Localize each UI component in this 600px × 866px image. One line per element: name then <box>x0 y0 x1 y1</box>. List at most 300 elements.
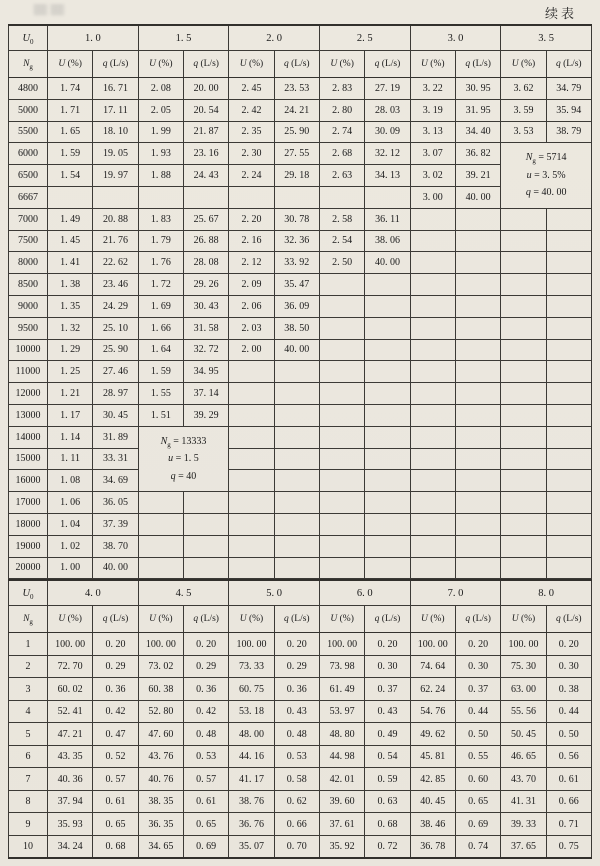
table-row <box>9 768 592 791</box>
table-row <box>9 513 592 535</box>
cell-q-value: 0. 65 <box>455 790 500 813</box>
cell-u-value: 36. 76 <box>229 813 274 836</box>
cell-q-value: 0. 29 <box>183 655 228 678</box>
cell-u-value <box>229 404 274 426</box>
col-header-u0-value: 2. 0 <box>229 25 320 51</box>
table-row <box>9 99 592 121</box>
cell-u-value: 2. 45 <box>229 78 274 100</box>
cell-q-value: 0. 60 <box>455 768 500 791</box>
subcol-header-q: q (L/s) <box>93 606 138 633</box>
cell-u-value: 43. 76 <box>138 745 183 768</box>
cell-q-value <box>365 470 410 492</box>
lower-table <box>8 579 592 859</box>
cell-q-value <box>546 252 591 274</box>
cell-u-value: 2. 30 <box>229 143 274 165</box>
cell-q-value <box>274 535 319 557</box>
cell-q-value <box>455 557 500 579</box>
cell-q-value <box>274 513 319 535</box>
cell-u-value <box>229 383 274 405</box>
cell-u-value: 2. 42 <box>229 99 274 121</box>
cell-q-value: 32. 12 <box>365 143 410 165</box>
cell-q-value: 20. 88 <box>93 208 138 230</box>
cell-u-value: 1. 65 <box>48 121 93 143</box>
cell-u-value <box>410 470 455 492</box>
cell-u-value: 62. 24 <box>410 678 455 701</box>
cell-q-value <box>365 274 410 296</box>
cell-u-value: 44. 98 <box>319 745 364 768</box>
cell-u-value <box>319 361 364 383</box>
cell-q-value: 0. 20 <box>546 633 591 656</box>
cell-u-value: 60. 75 <box>229 678 274 701</box>
cell-u-value <box>319 426 364 448</box>
cell-u-value: 48. 80 <box>319 723 364 746</box>
cell-u-value: 2. 74 <box>319 121 364 143</box>
cell-q-value: 31. 89 <box>93 426 138 448</box>
cell-q-value: 0. 20 <box>365 633 410 656</box>
cell-u-value: 100. 00 <box>48 633 93 656</box>
subcol-header-u: U (%) <box>319 606 364 633</box>
cell-u-value <box>229 448 274 470</box>
cell-q-value: 24. 29 <box>93 295 138 317</box>
table-row <box>9 745 592 768</box>
cell-u-value: 72. 70 <box>48 655 93 678</box>
cell-u-value: 73. 98 <box>319 655 364 678</box>
cell-u-value: 2. 35 <box>229 121 274 143</box>
cell-u-value <box>410 230 455 252</box>
subcol-header-q: q (L/s) <box>274 606 319 633</box>
upper-table <box>8 24 592 579</box>
cell-q-value: 0. 30 <box>365 655 410 678</box>
cell-q-value <box>365 448 410 470</box>
cell-u-value: 35. 07 <box>229 835 274 858</box>
cell-u-value: 1. 11 <box>48 448 93 470</box>
cell-q-value: 0. 65 <box>183 813 228 836</box>
cell-u-value: 1. 49 <box>48 208 93 230</box>
table-row <box>9 295 592 317</box>
table-row <box>9 404 592 426</box>
cell-u-value: 1. 25 <box>48 361 93 383</box>
cell-q-value: 0. 69 <box>183 835 228 858</box>
cell-q-value <box>455 274 500 296</box>
cell-u-value <box>501 317 546 339</box>
cell-u-value <box>410 492 455 514</box>
cell-u-value <box>138 492 183 514</box>
table-row <box>9 78 592 100</box>
cell-u-value <box>319 557 364 579</box>
subcol-header-u: U (%) <box>410 51 455 78</box>
table-row <box>9 655 592 678</box>
cell-q-value: 0. 52 <box>93 745 138 768</box>
cell-q-value <box>546 339 591 361</box>
cell-u-value: 38. 76 <box>229 790 274 813</box>
row-header-ng: 9 <box>9 813 48 836</box>
cell-q-value <box>546 513 591 535</box>
cell-q-value <box>455 230 500 252</box>
cell-u-value <box>501 295 546 317</box>
cell-q-value <box>183 492 228 514</box>
table-row <box>9 470 592 492</box>
cell-q-value: 34. 40 <box>455 121 500 143</box>
cell-u-value: 44. 16 <box>229 745 274 768</box>
row-header-ng: 17000 <box>9 492 48 514</box>
cell-q-value <box>274 404 319 426</box>
cell-q-value: 0. 47 <box>93 723 138 746</box>
cell-q-value <box>546 274 591 296</box>
cell-u-value <box>410 208 455 230</box>
cell-q-value: 0. 58 <box>274 768 319 791</box>
cell-u-value: 43. 70 <box>501 768 546 791</box>
row-header-ng: 15000 <box>9 448 48 470</box>
cell-u-value: 41. 17 <box>229 768 274 791</box>
row-header-ng: 11000 <box>9 361 48 383</box>
row-header-ng: 8500 <box>9 274 48 296</box>
cell-u-value: 1. 88 <box>138 165 183 187</box>
cell-u-value: 2. 12 <box>229 252 274 274</box>
subcol-header-q: q (L/s) <box>365 51 410 78</box>
cell-u-value: 40. 36 <box>48 768 93 791</box>
cell-u-value: 2. 08 <box>138 78 183 100</box>
cell-q-value <box>455 470 500 492</box>
table-row <box>9 633 592 656</box>
cell-q-value <box>455 535 500 557</box>
cell-q-value: 0. 50 <box>546 723 591 746</box>
col-header-u0-value: 8. 0 <box>501 580 592 606</box>
cell-q-value: 0. 74 <box>455 835 500 858</box>
cell-q-value: 38. 70 <box>93 535 138 557</box>
col-header-u0-value: 1. 0 <box>48 25 139 51</box>
row-header-ng: 18000 <box>9 513 48 535</box>
cell-u-value: 35. 93 <box>48 813 93 836</box>
cell-q-value: 0. 69 <box>455 813 500 836</box>
row-header-ng: 6500 <box>9 165 48 187</box>
cell-u-value: 100. 00 <box>229 633 274 656</box>
cell-u-value: 2. 24 <box>229 165 274 187</box>
cell-u-value: 52. 80 <box>138 700 183 723</box>
row-header-ng: 8 <box>9 790 48 813</box>
cell-q-value: 0. 53 <box>274 745 319 768</box>
cell-q-value: 28. 08 <box>183 252 228 274</box>
subcol-header-q: q (L/s) <box>546 606 591 633</box>
cell-q-value: 33. 92 <box>274 252 319 274</box>
cell-u-value <box>229 426 274 448</box>
cell-q-value: 0. 38 <box>546 678 591 701</box>
cell-u-value: 1. 45 <box>48 230 93 252</box>
cell-q-value: 0. 30 <box>455 655 500 678</box>
row-header-ng: 7500 <box>9 230 48 252</box>
cell-u-value <box>501 339 546 361</box>
cell-q-value: 0. 43 <box>274 700 319 723</box>
cell-q-value: 34. 95 <box>183 361 228 383</box>
cell-q-value: 30. 43 <box>183 295 228 317</box>
cell-u-value <box>410 513 455 535</box>
cell-q-value <box>546 448 591 470</box>
cell-q-value: 40. 00 <box>365 252 410 274</box>
note-line: $N_g = 5714$ <box>525 152 567 166</box>
cell-q-value <box>455 208 500 230</box>
cell-q-value: 0. 57 <box>183 768 228 791</box>
cell-q-value: 0. 29 <box>93 655 138 678</box>
cell-u-value: 39. 33 <box>501 813 546 836</box>
cell-q-value: 40. 00 <box>455 186 500 208</box>
subcol-header-q: q (L/s) <box>546 51 591 78</box>
cell-q-value: 32. 72 <box>183 339 228 361</box>
cell-q-value: 36. 09 <box>274 295 319 317</box>
row-header-ng: 1 <box>9 633 48 656</box>
cell-u-value: 43. 35 <box>48 745 93 768</box>
row-header-ng: 7000 <box>9 208 48 230</box>
col-header-u0-value: 6. 0 <box>319 580 410 606</box>
cell-u-value: 3. 59 <box>501 99 546 121</box>
note-line: q = 40. 00 <box>525 187 567 199</box>
cell-q-value: 18. 10 <box>93 121 138 143</box>
cell-u-value <box>410 404 455 426</box>
cell-u-value: 2. 58 <box>319 208 364 230</box>
cell-u-value: 3. 02 <box>410 165 455 187</box>
cell-u-value: 1. 69 <box>138 295 183 317</box>
cell-q-value: 35. 47 <box>274 274 319 296</box>
col-header-u0-value: 5. 0 <box>229 580 320 606</box>
cell-q-value: 0. 61 <box>183 790 228 813</box>
row-header-ng: 6000 <box>9 143 48 165</box>
row-header-ng: 4 <box>9 700 48 723</box>
cell-u-value: 2. 05 <box>138 99 183 121</box>
cell-u-value <box>501 426 546 448</box>
subheader-row <box>9 51 592 78</box>
cell-q-value <box>546 383 591 405</box>
cell-q-value <box>455 448 500 470</box>
cell-q-value: 23. 46 <box>93 274 138 296</box>
cell-u-value: 3. 22 <box>410 78 455 100</box>
cell-q-value: 38. 79 <box>546 121 591 143</box>
cell-u-value: 1. 74 <box>48 78 93 100</box>
cell-u-value <box>410 426 455 448</box>
cell-q-value: 0. 42 <box>93 700 138 723</box>
cell-q-value: 0. 65 <box>93 813 138 836</box>
cell-u-value: 55. 56 <box>501 700 546 723</box>
cell-q-value: 21. 76 <box>93 230 138 252</box>
cell-q-value: 25. 67 <box>183 208 228 230</box>
cell-q-value: 26. 88 <box>183 230 228 252</box>
cell-q-value: 16. 71 <box>93 78 138 100</box>
cell-q-value <box>546 295 591 317</box>
cell-u-value <box>410 557 455 579</box>
cell-u-value <box>48 186 93 208</box>
cell-q-value: 34. 13 <box>365 165 410 187</box>
subcol-header-u: U (%) <box>48 51 93 78</box>
cell-u-value: 1. 93 <box>138 143 183 165</box>
subcol-header-u: U (%) <box>319 51 364 78</box>
cell-u-value: 74. 64 <box>410 655 455 678</box>
cell-q-value: 0. 43 <box>365 700 410 723</box>
cell-q-value: 0. 20 <box>93 633 138 656</box>
cell-q-value: 0. 70 <box>274 835 319 858</box>
cell-u-value: 34. 65 <box>138 835 183 858</box>
cell-q-value <box>546 492 591 514</box>
cell-q-value <box>455 295 500 317</box>
cell-u-value <box>501 404 546 426</box>
cell-q-value: 39. 29 <box>183 404 228 426</box>
cell-q-value: 0. 20 <box>274 633 319 656</box>
cell-q-value: 35. 94 <box>546 99 591 121</box>
table-row <box>9 317 592 339</box>
cell-q-value <box>274 448 319 470</box>
cell-q-value: 0. 36 <box>274 678 319 701</box>
cell-u-value: 1. 04 <box>48 513 93 535</box>
cell-u-value <box>138 186 183 208</box>
cell-u-value: 37. 65 <box>501 835 546 858</box>
col-header-u0-value: 4. 5 <box>138 580 229 606</box>
cell-q-value <box>365 535 410 557</box>
cell-u-value <box>501 361 546 383</box>
cell-q-value: 0. 49 <box>365 723 410 746</box>
cell-u-value <box>501 557 546 579</box>
cell-u-value: 1. 59 <box>138 361 183 383</box>
cell-q-value: 38. 06 <box>365 230 410 252</box>
cell-u-value: 1. 59 <box>48 143 93 165</box>
cell-q-value: 19. 05 <box>93 143 138 165</box>
row-header-ng: 13000 <box>9 404 48 426</box>
cell-u-value <box>501 252 546 274</box>
cell-u-value: 3. 13 <box>410 121 455 143</box>
cell-u-value: 1. 32 <box>48 317 93 339</box>
table-row <box>9 700 592 723</box>
cell-u-value: 38. 46 <box>410 813 455 836</box>
cell-u-value: 1. 54 <box>48 165 93 187</box>
cell-q-value <box>365 426 410 448</box>
cell-u-value <box>410 274 455 296</box>
cell-u-value <box>501 383 546 405</box>
cell-u-value: 39. 60 <box>319 790 364 813</box>
cell-u-value: 3. 00 <box>410 186 455 208</box>
cell-q-value: 0. 61 <box>93 790 138 813</box>
cell-q-value <box>183 513 228 535</box>
cell-u-value: 1. 29 <box>48 339 93 361</box>
cell-u-value: 42. 01 <box>319 768 364 791</box>
cell-q-value: 32. 36 <box>274 230 319 252</box>
col-header-u0-value: 3. 5 <box>501 25 592 51</box>
cell-u-value: 2. 09 <box>229 274 274 296</box>
cell-q-value: 0. 20 <box>183 633 228 656</box>
note-line: q = 40 <box>170 470 197 482</box>
table-row <box>9 230 592 252</box>
cell-u-value: 73. 33 <box>229 655 274 678</box>
cell-u-value: 36. 78 <box>410 835 455 858</box>
cell-q-value <box>455 404 500 426</box>
cell-u-value: 1. 06 <box>48 492 93 514</box>
cell-q-value: 0. 68 <box>365 813 410 836</box>
row-header-ng: 4800 <box>9 78 48 100</box>
subcol-header-u: U (%) <box>501 51 546 78</box>
row-header-ng: 5500 <box>9 121 48 143</box>
cell-u-value: 73. 02 <box>138 655 183 678</box>
cell-q-value <box>365 404 410 426</box>
subcol-header-q: q (L/s) <box>183 51 228 78</box>
cell-q-value <box>365 186 410 208</box>
cell-u-value <box>229 513 274 535</box>
col-header-u0-value: 7. 0 <box>410 580 501 606</box>
cell-u-value: 46. 65 <box>501 745 546 768</box>
cell-q-value: 20. 54 <box>183 99 228 121</box>
cell-u-value: 37. 61 <box>319 813 364 836</box>
cell-q-value <box>546 426 591 448</box>
cell-q-value: 0. 75 <box>546 835 591 858</box>
cell-u-value: 1. 55 <box>138 383 183 405</box>
subcol-header-q: q (L/s) <box>455 51 500 78</box>
table-row <box>9 723 592 746</box>
cell-q-value: 0. 57 <box>93 768 138 791</box>
cell-u-value <box>319 339 364 361</box>
cell-q-value <box>455 361 500 383</box>
cell-u-value: 3. 07 <box>410 143 455 165</box>
cell-q-value <box>455 339 500 361</box>
row-header-ng: 6667 <box>9 186 48 208</box>
cell-u-value <box>410 535 455 557</box>
cell-q-value <box>365 557 410 579</box>
cell-q-value <box>365 339 410 361</box>
cell-q-value: 25. 10 <box>93 317 138 339</box>
cell-u-value <box>501 230 546 252</box>
cell-q-value: 40. 00 <box>93 557 138 579</box>
subcol-header-q: q (L/s) <box>365 606 410 633</box>
subcol-header-u: U (%) <box>138 606 183 633</box>
col-header-u0-value: 4. 0 <box>48 580 139 606</box>
cell-u-value <box>319 492 364 514</box>
cell-q-value: 0. 71 <box>546 813 591 836</box>
cell-u-value: 3. 19 <box>410 99 455 121</box>
cell-q-value: 25. 90 <box>93 339 138 361</box>
cell-u-value <box>501 274 546 296</box>
cell-u-value <box>319 404 364 426</box>
cell-u-value: 2. 16 <box>229 230 274 252</box>
cell-q-value <box>546 557 591 579</box>
cell-q-value: 37. 39 <box>93 513 138 535</box>
cell-u-value: 60. 38 <box>138 678 183 701</box>
cell-u-value: 1. 35 <box>48 295 93 317</box>
table-row <box>9 492 592 514</box>
table-row <box>9 426 592 448</box>
note-line: u = 1. 5 <box>168 453 199 465</box>
cell-u-value <box>410 339 455 361</box>
cell-q-value <box>274 557 319 579</box>
cell-q-value: 27. 19 <box>365 78 410 100</box>
cell-u-value: 34. 24 <box>48 835 93 858</box>
cell-u-value: 1. 83 <box>138 208 183 230</box>
cell-q-value: 20. 00 <box>183 78 228 100</box>
cell-u-value: 1. 51 <box>138 404 183 426</box>
u0-header-row <box>9 580 592 606</box>
cell-q-value <box>93 186 138 208</box>
cell-q-value: 0. 37 <box>365 678 410 701</box>
table-row <box>9 361 592 383</box>
cell-q-value: 0. 66 <box>546 790 591 813</box>
table-row <box>9 274 592 296</box>
row-header-ng: 5 <box>9 723 48 746</box>
cell-u-value: 1. 00 <box>48 557 93 579</box>
subcol-header-u: U (%) <box>48 606 93 633</box>
corner-u0-label: $U_0$ <box>9 25 48 51</box>
cell-q-value: 0. 59 <box>365 768 410 791</box>
cell-u-value: 3. 62 <box>501 78 546 100</box>
row-header-ng: 9500 <box>9 317 48 339</box>
cell-u-value: 41. 31 <box>501 790 546 813</box>
cell-q-value: 23. 53 <box>274 78 319 100</box>
cell-u-value: 1. 41 <box>48 252 93 274</box>
cell-q-value: 36. 05 <box>93 492 138 514</box>
cell-u-value: 2. 03 <box>229 317 274 339</box>
cell-u-value <box>501 492 546 514</box>
row-header-ng: 19000 <box>9 535 48 557</box>
cell-u-value <box>138 513 183 535</box>
